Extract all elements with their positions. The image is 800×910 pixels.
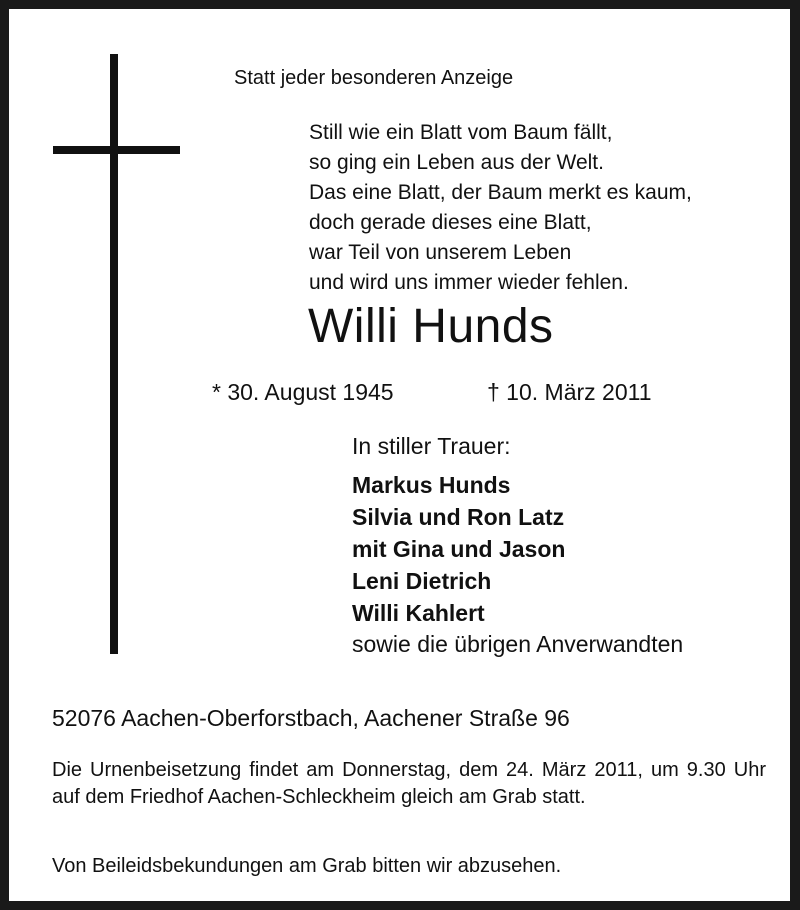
- burial-info: Die Urnenbeisetzung findet am Donnerstag, dem 24. März 2011, um 9.30 Uhr auf dem Friedhof Aachen-Schleckheim gleich am Grab statt.: [52, 759, 766, 808]
- intro-line: Statt jeder besonderen Anzeige: [234, 67, 514, 89]
- mourner-name: Willi Kahlert: [352, 600, 485, 626]
- poem-line: so ging ein Leben aus der Welt.: [309, 151, 604, 174]
- mourner-name: mit Gina und Jason: [352, 536, 566, 562]
- mourners-list: [352, 469, 565, 629]
- death-date: † 10. März 2011: [487, 379, 652, 405]
- mourner-name: Leni Dietrich: [352, 568, 492, 594]
- poem-line: war Teil von unserem Leben: [309, 241, 572, 264]
- poem-line: Still wie ein Blatt vom Baum fällt,: [309, 121, 613, 144]
- poem-line: Das eine Blatt, der Baum merkt es kaum,: [309, 181, 692, 204]
- cross-icon-bar: [53, 146, 180, 154]
- mourner-name: Markus Hunds: [352, 472, 511, 498]
- other-relatives: sowie die übrigen Anverwandten: [352, 631, 684, 657]
- address: 52076 Aachen-Oberforstbach, Aachener Straße 96: [52, 705, 570, 731]
- poem-line: doch gerade dieses eine Blatt,: [309, 211, 592, 234]
- mourner-name: Silvia und Ron Latz: [352, 504, 565, 530]
- cross-icon: [110, 54, 118, 654]
- deceased-name: Willi Hunds: [308, 300, 554, 353]
- poem: [309, 118, 692, 298]
- birth-date: * 30. August 1945: [212, 379, 394, 405]
- condolence-note: Von Beileidsbekundungen am Grab bitten wir abzusehen.: [52, 855, 562, 877]
- mourning-label: In stiller Trauer:: [352, 433, 511, 459]
- poem-line: und wird uns immer wieder fehlen.: [309, 271, 629, 294]
